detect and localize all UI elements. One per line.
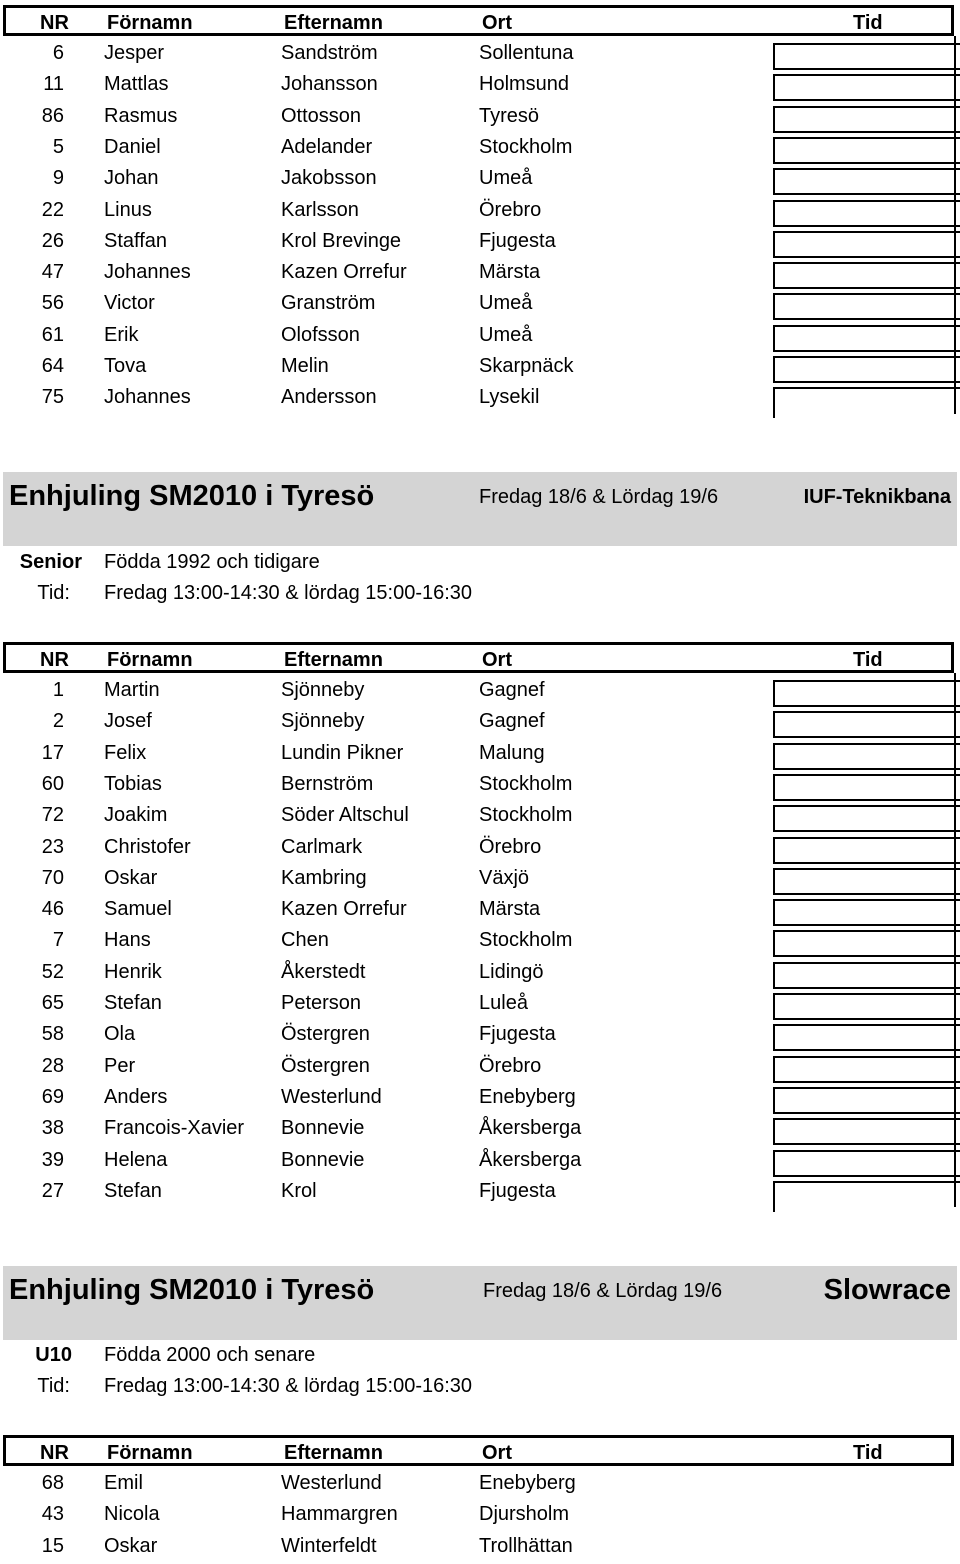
time-entry-box[interactable]	[773, 1181, 960, 1212]
entry-city: Märsta	[479, 898, 541, 921]
section-title-bar	[3, 472, 957, 546]
entry-last-name: Kazen Orrefur	[281, 898, 407, 921]
entry-last-name: Ottosson	[281, 104, 362, 127]
col-fornamn: Förnamn	[107, 12, 193, 34]
entry-last-name: Winterfeldt	[281, 1534, 377, 1557]
entry-first-name: Stefan	[104, 992, 162, 1014]
col-tid: Tid	[853, 12, 883, 34]
event-discipline: IUF-Teknikbana	[803, 486, 951, 508]
time-entry-box[interactable]	[773, 231, 960, 258]
entry-number: 61	[41, 323, 64, 346]
entry-last-name: Westerlund	[281, 1085, 382, 1108]
entry-city: Umeå	[479, 167, 533, 190]
entry-first-name: Johannes	[104, 386, 191, 409]
table-row	[0, 69, 960, 100]
entry-first-name: Oskar	[104, 1534, 158, 1557]
event-date: Fredag 18/6 & Lördag 19/6	[479, 486, 719, 508]
entry-city: Fjugesta	[479, 1023, 556, 1046]
time-entry-box[interactable]	[773, 837, 960, 864]
entry-city: Skarpnäck	[479, 355, 574, 377]
entry-first-name: Martin	[104, 679, 160, 701]
entry-city: Fjugesta	[479, 1179, 556, 1202]
table-row	[0, 288, 960, 319]
table-header	[3, 1435, 954, 1466]
table-row	[0, 675, 960, 706]
entry-number: 22	[41, 198, 64, 221]
entry-first-name: Josef	[104, 710, 152, 733]
time-entry-box[interactable]	[773, 43, 960, 70]
table-row	[0, 320, 960, 351]
table-border	[954, 36, 956, 414]
entry-city: Sollentuna	[479, 42, 574, 64]
entry-number: 52	[41, 960, 64, 983]
table-row	[0, 832, 960, 863]
entry-first-name: Samuel	[104, 898, 172, 921]
entry-number: 75	[41, 386, 64, 409]
entry-city: Växjö	[479, 866, 530, 889]
time-entry-box[interactable]	[773, 1118, 960, 1145]
time-entry-box[interactable]	[773, 993, 960, 1020]
col-efternamn: Efternamn	[284, 649, 383, 671]
entry-first-name: Per	[104, 1054, 136, 1077]
class-label: U10	[35, 1344, 72, 1366]
entry-last-name: Lundin Pikner	[281, 741, 404, 764]
entry-last-name: Jakobsson	[281, 167, 377, 190]
entry-last-name: Karlsson	[281, 198, 359, 221]
entry-city: Lysekil	[479, 386, 540, 409]
entry-number: 68	[41, 1472, 64, 1494]
time-entry-box[interactable]	[773, 962, 960, 989]
entry-number: 11	[43, 73, 64, 96]
entry-number: 72	[41, 804, 64, 827]
entry-city: Tyresö	[479, 104, 540, 127]
class-info	[0, 1344, 960, 1375]
entry-number: 43	[41, 1503, 64, 1526]
entry-first-name: Erik	[104, 323, 139, 346]
entry-city: Örebro	[479, 835, 542, 858]
time-entry-box[interactable]	[773, 930, 960, 957]
table-row	[0, 1051, 960, 1082]
entry-city: Gagnef	[479, 679, 545, 701]
section-title-bar	[3, 1266, 957, 1340]
entry-number: 58	[41, 1023, 64, 1046]
entry-last-name: Olofsson	[281, 323, 360, 346]
entry-last-name: Söder Altschul	[281, 804, 409, 827]
time-entry-box[interactable]	[773, 387, 960, 418]
table-row	[0, 132, 960, 163]
table-row	[0, 863, 960, 894]
entry-number: 47	[41, 261, 64, 284]
entry-first-name: Hans	[104, 929, 151, 952]
table-row	[0, 894, 960, 925]
time-entry-box[interactable]	[773, 200, 960, 227]
entry-number: 46	[41, 898, 64, 921]
entry-last-name: Peterson	[281, 992, 362, 1014]
table-row	[0, 988, 960, 1019]
entry-first-name: Christofer	[104, 835, 191, 858]
table-header	[3, 642, 954, 673]
class-info	[0, 551, 960, 582]
time-label: Tid:	[37, 582, 70, 604]
table-row	[0, 1499, 960, 1530]
table-row	[0, 1468, 960, 1499]
entry-city: Luleå	[479, 992, 528, 1014]
entry-number: 6	[52, 42, 64, 64]
entry-city: Åkersberga	[479, 1117, 582, 1140]
class-text: Födda 1992 och tidigare	[104, 551, 320, 573]
time-entry-box[interactable]	[773, 1024, 960, 1051]
col-fornamn: Förnamn	[107, 649, 193, 671]
entry-first-name: Oskar	[104, 866, 158, 889]
entry-city: Umeå	[479, 292, 533, 315]
entry-number: 86	[41, 104, 64, 127]
table-row	[0, 382, 960, 413]
table-row	[0, 163, 960, 194]
entry-first-name: Emil	[104, 1472, 143, 1494]
entry-first-name: Stefan	[104, 1179, 162, 1202]
table-header	[3, 5, 954, 36]
table-row	[0, 101, 960, 132]
entry-city: Stockholm	[479, 929, 573, 952]
col-fornamn: Förnamn	[107, 1442, 193, 1464]
entry-city: Stockholm	[479, 135, 573, 158]
table-row	[0, 706, 960, 737]
entry-city: Åkersberga	[479, 1148, 582, 1171]
entry-number: 65	[41, 992, 64, 1014]
table-row	[0, 38, 960, 69]
entry-first-name: Johannes	[104, 261, 191, 284]
time-info	[0, 1375, 960, 1406]
class-text: Födda 2000 och senare	[104, 1344, 316, 1366]
time-entry-box[interactable]	[773, 168, 960, 195]
table-row	[0, 351, 960, 382]
entry-city: Holmsund	[479, 73, 570, 96]
entry-number: 64	[41, 355, 64, 377]
time-entry-box[interactable]	[773, 74, 960, 101]
col-tid: Tid	[853, 649, 883, 671]
table-border	[954, 673, 956, 1207]
entry-last-name: Carlmark	[281, 835, 363, 858]
event-date: Fredag 18/6 & Lördag 19/6	[483, 1280, 723, 1302]
time-entry-box[interactable]	[773, 899, 960, 926]
entry-first-name: Anders	[104, 1085, 168, 1108]
entry-last-name: Johansson	[281, 73, 378, 96]
entry-number: 60	[41, 772, 64, 795]
table-row	[0, 1176, 960, 1207]
col-nr: NR	[40, 1442, 69, 1464]
entry-city: Gagnef	[479, 710, 545, 733]
class-label: Senior	[19, 551, 82, 573]
col-nr: NR	[40, 649, 69, 671]
entry-last-name: Krol Brevinge	[281, 229, 402, 252]
col-efternamn: Efternamn	[284, 1442, 383, 1464]
time-entry-box[interactable]	[773, 356, 960, 383]
entry-last-name: Bernström	[281, 772, 374, 795]
entry-city: Enebyberg	[479, 1085, 576, 1108]
time-entry-box[interactable]	[773, 711, 960, 738]
entry-number: 15	[41, 1534, 64, 1557]
time-label: Tid:	[37, 1375, 70, 1397]
entry-last-name: Åkerstedt	[281, 960, 366, 983]
entry-number: 7	[52, 929, 64, 952]
entry-first-name: Linus	[104, 198, 152, 221]
time-entry-box[interactable]	[773, 868, 960, 895]
entry-city: Märsta	[479, 261, 541, 284]
entry-city: Stockholm	[479, 804, 573, 827]
time-entry-box[interactable]	[773, 805, 960, 832]
entry-first-name: Felix	[104, 741, 147, 764]
table-row	[0, 1113, 960, 1144]
entry-number: 5	[52, 135, 64, 158]
entry-number: 69	[41, 1085, 64, 1108]
table-row	[0, 800, 960, 831]
entry-last-name: Chen	[281, 929, 329, 952]
time-entry-box[interactable]	[773, 293, 960, 320]
entry-last-name: Östergren	[281, 1054, 370, 1077]
time-entry-box[interactable]	[773, 1056, 960, 1083]
entry-first-name: Tova	[104, 355, 147, 377]
time-entry-box[interactable]	[773, 106, 960, 133]
table-row	[0, 957, 960, 988]
time-text: Fredag 13:00-14:30 & lördag 15:00-16:30	[104, 1375, 473, 1397]
entry-first-name: Joakim	[104, 804, 168, 827]
entry-last-name: Westerlund	[281, 1472, 382, 1494]
entry-number: 28	[41, 1054, 64, 1077]
table-row	[0, 257, 960, 288]
entry-city: Fjugesta	[479, 229, 556, 252]
time-entry-box[interactable]	[773, 262, 960, 289]
table-row	[0, 769, 960, 800]
table-row	[0, 1145, 960, 1176]
entry-last-name: Melin	[281, 355, 329, 377]
col-nr: NR	[40, 12, 69, 34]
entry-number: 17	[41, 741, 64, 764]
col-ort: Ort	[482, 649, 512, 671]
col-ort: Ort	[482, 1442, 512, 1464]
time-entry-box[interactable]	[773, 743, 960, 770]
time-entry-box[interactable]	[773, 325, 960, 352]
time-entry-box[interactable]	[773, 137, 960, 164]
entry-number: 70	[41, 866, 64, 889]
entry-last-name: Andersson	[281, 386, 377, 409]
time-entry-box[interactable]	[773, 1087, 960, 1114]
entry-number: 26	[41, 229, 64, 252]
event-title: Enhjuling SM2010 i Tyresö	[9, 1274, 375, 1306]
entry-first-name: Johan	[104, 167, 159, 190]
entry-last-name: Granström	[281, 292, 376, 315]
entry-last-name: Krol	[281, 1179, 317, 1202]
col-tid: Tid	[853, 1442, 883, 1464]
entry-first-name: Jesper	[104, 42, 165, 64]
entry-last-name: Östergren	[281, 1023, 370, 1046]
col-efternamn: Efternamn	[284, 12, 383, 34]
entry-first-name: Ola	[104, 1023, 136, 1046]
time-text: Fredag 13:00-14:30 & lördag 15:00-16:30	[104, 582, 473, 604]
entry-last-name: Sandström	[281, 42, 378, 64]
entry-number: 27	[41, 1179, 64, 1202]
time-entry-box[interactable]	[773, 1150, 960, 1177]
table-row	[0, 1531, 960, 1562]
entry-number: 39	[41, 1148, 64, 1171]
table-row	[0, 1082, 960, 1113]
entry-first-name: Mattlas	[104, 73, 169, 96]
entry-last-name: Kambring	[281, 866, 367, 889]
entry-city: Örebro	[479, 198, 542, 221]
time-entry-box[interactable]	[773, 680, 960, 707]
entry-last-name: Sjönneby	[281, 710, 365, 733]
entry-city: Enebyberg	[479, 1472, 576, 1494]
entry-number: 23	[41, 835, 64, 858]
table-row	[0, 1019, 960, 1050]
entry-number: 2	[52, 710, 64, 733]
table-row	[0, 925, 960, 956]
entry-city: Stockholm	[479, 772, 573, 795]
table-row	[0, 226, 960, 257]
time-entry-box[interactable]	[773, 774, 960, 801]
entry-last-name: Sjönneby	[281, 679, 365, 701]
entry-first-name: Helena	[104, 1148, 168, 1171]
time-info	[0, 582, 960, 613]
entry-first-name: Henrik	[104, 960, 162, 983]
event-discipline: Slowrace	[823, 1274, 951, 1306]
col-ort: Ort	[482, 12, 512, 34]
entry-last-name: Bonnevie	[281, 1148, 365, 1171]
entry-last-name: Hammargren	[281, 1503, 398, 1526]
entry-last-name: Kazen Orrefur	[281, 261, 407, 284]
entry-last-name: Adelander	[281, 135, 373, 158]
entry-city: Trollhättan	[479, 1534, 573, 1557]
entry-first-name: Tobias	[104, 772, 162, 795]
entry-first-name: Victor	[104, 292, 155, 315]
entry-city: Malung	[479, 741, 545, 764]
entry-first-name: Daniel	[104, 135, 161, 158]
entry-first-name: Rasmus	[104, 104, 178, 127]
entry-first-name: Francois-Xavier	[104, 1117, 245, 1140]
entry-city: Örebro	[479, 1054, 542, 1077]
entry-city: Djursholm	[479, 1503, 570, 1526]
entry-first-name: Staffan	[104, 229, 168, 252]
entry-city: Lidingö	[479, 960, 544, 983]
table-row	[0, 738, 960, 769]
entry-first-name: Nicola	[104, 1503, 160, 1526]
entry-number: 9	[52, 167, 64, 190]
entry-number: 1	[52, 679, 64, 701]
entry-number: 56	[41, 292, 64, 315]
table-row	[0, 195, 960, 226]
event-title: Enhjuling SM2010 i Tyresö	[9, 480, 375, 512]
entry-city: Umeå	[479, 323, 533, 346]
entry-last-name: Bonnevie	[281, 1117, 365, 1140]
entry-number: 38	[41, 1117, 64, 1140]
